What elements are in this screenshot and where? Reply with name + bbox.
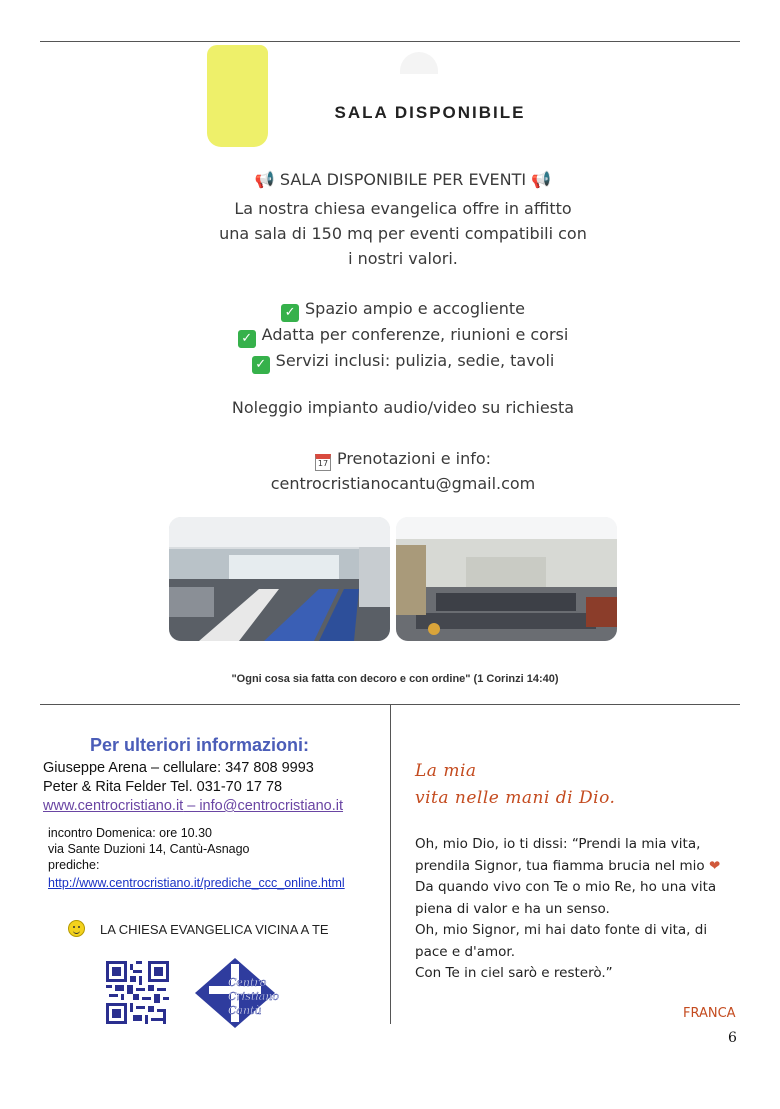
- check-box-icon: ✓: [252, 356, 270, 374]
- sermons-label: prediche:: [48, 858, 100, 872]
- contact-giuseppe: Giuseppe Arena – cellulare: 347 808 9993: [43, 760, 314, 776]
- booking-email[interactable]: centrocristianocantu@gmail.com: [270, 474, 536, 493]
- website-line: [43, 798, 343, 814]
- logo-text-1: Centro: [228, 976, 267, 989]
- poem-title-line-1: La mia: [415, 761, 477, 781]
- flyer-description: [160, 196, 646, 271]
- smiley-icon: [68, 920, 85, 937]
- poem-line: prendila Signor, tua fiamma brucia nel mio ❤: [415, 857, 721, 874]
- megaphone-icon: 📢: [254, 170, 275, 189]
- feature-list: [160, 296, 646, 374]
- centro-cristiano-logo[interactable]: [195, 958, 285, 1028]
- meeting-time: incontro Domenica: ore 10.30: [48, 826, 212, 840]
- column-divider: [390, 704, 391, 1024]
- bible-quote: "Ogni cosa sia fatta con decoro e con ordine" (1 Corinzi 14:40): [231, 673, 559, 685]
- flyer-headline: [160, 170, 646, 189]
- sermons-link[interactable]: http://www.centrocristiano.it/prediche_ccc_online.html: [48, 876, 345, 890]
- poem-author: FRANCA: [683, 1006, 736, 1021]
- poem-line: Oh, mio Signor, mi hai dato fonte di vita, di: [415, 922, 708, 938]
- poem-line: piena di valor e ha un senso.: [415, 900, 610, 917]
- poem-line: Oh, mio Dio, io ti dissi: “Prendi la mia vita,: [415, 836, 701, 852]
- poem-line: Con Te in ciel sarò e resterò.”: [415, 965, 613, 981]
- poem-body: [415, 834, 745, 985]
- logo-text-3: Cantù: [228, 1004, 262, 1017]
- yellow-highlight-shape: [207, 45, 268, 147]
- heart-icon: ❤: [709, 857, 721, 874]
- flyer-headline-text: SALA DISPONIBILE PER EVENTI: [279, 170, 527, 189]
- poem-line: pace e d'amor.: [415, 943, 516, 960]
- logo-text-2: Cristiano: [228, 990, 280, 1003]
- info-title: Per ulteriori informazioni:: [90, 735, 310, 755]
- check-box-icon: ✓: [281, 304, 299, 322]
- church-tagline: LA CHIESA EVANGELICA VICINA A TE: [100, 922, 329, 937]
- feature-item: ✓ Adatta per conferenze, riunioni e corsi: [160, 322, 646, 348]
- calendar-icon: 17: [315, 454, 331, 471]
- audio-video-note: Noleggio impianto audio/video su richiesta: [231, 398, 575, 417]
- flyer-title: SALA DISPONIBILE: [334, 103, 526, 122]
- poem-line: Da quando vivo con Te o mio Re, ho una vita: [415, 879, 717, 895]
- contact-felder: Peter & Rita Felder Tel. 031-70 17 78: [43, 779, 283, 795]
- poem-title-line-2: vita nelle mani di Dio.: [415, 788, 616, 808]
- hall-photo-chairs: [396, 517, 617, 641]
- qr-code[interactable]: [106, 961, 169, 1024]
- description-line: i nostri valori.: [348, 249, 458, 268]
- feature-item: ✓ Servizi inclusi: pulizia, sedie, tavoli: [160, 348, 646, 374]
- church-address: via Sante Duzioni 14, Cantù-Asnago: [48, 842, 250, 856]
- page-number: 6: [728, 1030, 737, 1046]
- website-link[interactable]: www.centrocristiano.it: [43, 798, 184, 814]
- feature-item: ✓ Spazio ampio e accogliente: [160, 296, 646, 322]
- description-line: una sala di 150 mq per eventi compatibili con: [219, 224, 587, 243]
- check-box-icon: ✓: [238, 330, 256, 348]
- email-link[interactable]: – info@centrocristiano.it: [183, 798, 344, 814]
- booking-label: 17 Prenotazioni e info:: [160, 449, 646, 471]
- description-line: La nostra chiesa evangelica offre in affitto: [234, 199, 572, 218]
- hall-photo-banquet: [169, 517, 390, 641]
- megaphone-icon: 📢: [531, 170, 552, 189]
- top-divider: [40, 41, 740, 42]
- decorative-shape: [400, 52, 438, 74]
